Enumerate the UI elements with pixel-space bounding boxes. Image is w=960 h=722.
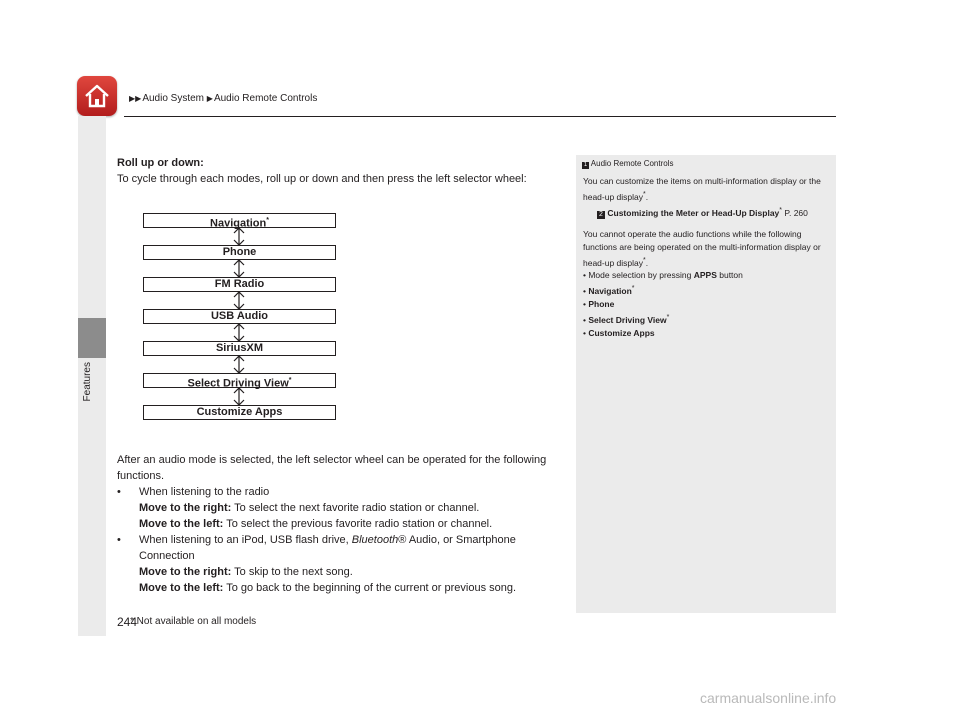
double-arrow-icon xyxy=(233,355,245,374)
bullet-radio: • When listening to the radio xyxy=(117,486,270,498)
note-link[interactable]: 2 Customizing the Meter or Head-Up Display* P. 260 xyxy=(583,204,831,220)
media-right: Move to the right: To skip to the next song. xyxy=(139,566,353,578)
double-arrow-icon xyxy=(233,387,245,406)
note-title: 1 Audio Remote Controls xyxy=(583,159,674,168)
functions-para: After an audio mode is selected, the left selector wheel can be operated for the following functions. xyxy=(117,454,547,482)
mode-box-usb-audio: USB Audio xyxy=(143,309,336,324)
double-arrow-icon xyxy=(233,323,245,342)
roll-intro: To cycle through each modes, roll up or down and then press the left selector wheel: xyxy=(117,173,527,185)
breadcrumb-part2[interactable]: Audio Remote Controls xyxy=(213,93,318,104)
double-arrow-icon xyxy=(233,259,245,278)
sidebar-tab-marker xyxy=(78,318,106,358)
watermark: carmanualsonline.info xyxy=(700,690,837,706)
media-left: Move to the left: To go back to the beginning of the current or previous song. xyxy=(139,582,517,594)
note-body xyxy=(583,175,831,340)
breadcrumb-part1[interactable]: Audio System xyxy=(142,93,205,104)
note-item: • Select Driving View* xyxy=(583,314,670,326)
main-intro xyxy=(117,155,567,187)
mode-box-customize-apps: Customize Apps xyxy=(143,405,336,420)
footnote: * Not available on all models xyxy=(130,616,257,627)
chevron-right-icon: ▶ xyxy=(206,94,213,103)
section-label: Features xyxy=(82,362,93,402)
header-rule xyxy=(124,116,836,117)
breadcrumb xyxy=(129,93,317,104)
note-p1: You can customize the items on multi-information display or the head-up display*. xyxy=(583,176,821,202)
mode-cycle-diagram xyxy=(143,213,337,423)
double-arrow-icon xyxy=(233,291,245,310)
radio-left: Move to the left: To select the previous favorite radio station or channel. xyxy=(139,518,493,530)
page-number: 244 xyxy=(117,615,138,629)
house-glyph xyxy=(83,82,111,110)
mode-box-phone: Phone xyxy=(143,245,336,260)
note-number-icon: 1 xyxy=(583,162,588,168)
roll-heading: Roll up or down: xyxy=(117,157,204,169)
functions-section xyxy=(117,452,567,596)
note-item: • Navigation* xyxy=(583,285,635,297)
radio-right: Move to the right: To select the next favorite radio station or channel. xyxy=(139,502,480,514)
bullet-media: • When listening to an iPod, USB flash drive, Bluetooth® Audio, or Smartphone Connection xyxy=(117,534,516,562)
mode-box-select-driving-view: Select Driving View* xyxy=(143,373,336,388)
note-item: • Mode selection by pressing APPS button xyxy=(583,270,743,281)
mode-box-siriusxm: SiriusXM xyxy=(143,341,336,356)
mode-box-navigation: Navigation* xyxy=(143,213,336,228)
home-icon[interactable] xyxy=(77,76,117,116)
mode-box-fm-radio: FM Radio xyxy=(143,277,336,292)
double-arrow-icon xyxy=(233,227,245,246)
note-item: • Customize Apps xyxy=(583,328,655,339)
note-p2: You cannot operate the audio functions while the following functions are being operated on the multi-information display or head-up display*. xyxy=(583,228,821,268)
cross-reference-icon: 2 xyxy=(597,211,605,219)
chevron-right-icon: ▶▶ xyxy=(129,94,142,103)
note-item: • Phone xyxy=(583,299,615,310)
